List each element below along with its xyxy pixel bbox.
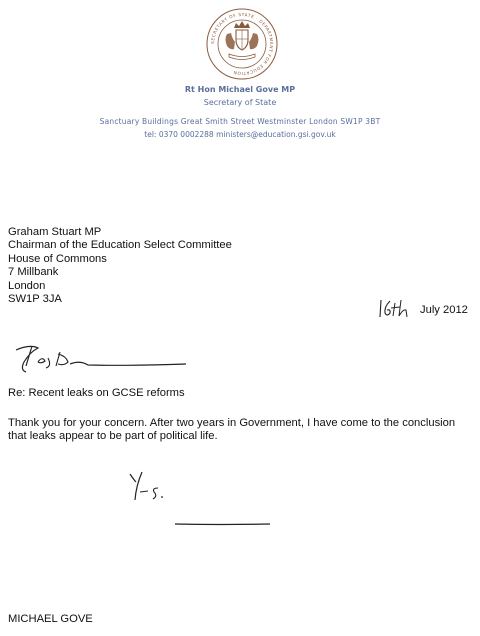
recipient-line: SW1P 3JA [8,292,62,305]
signer-name: MICHAEL GOVE [8,613,93,625]
recipient-line: 7 Millbank [8,266,59,279]
handwritten-signature [120,466,290,536]
recipient-address [8,226,232,306]
handwritten-date-day [378,297,412,319]
handwritten-salutation [8,338,208,378]
letter-date: July 2012 [420,304,468,316]
body-paragraph: Thank you for your concern. After two years in Government, I have come to the conclusion that leaks appear to be part of political life. [8,417,456,443]
recipient-line: House of Commons [8,252,107,265]
recipient-line: London [8,279,46,292]
letterhead-address: Sanctuary Buildings Great Smith Street Westminster London SW1P 3BT [99,117,381,126]
crest-ring-text: SECRETARY OF STATE · DEPARTMENT FOR EDUCATION [209,11,275,77]
recipient-line: Graham Stuart MP [8,226,102,238]
letterhead-name: Rt Hon Michael Gove MP [184,85,296,94]
letterhead-title: Secretary of State [203,98,277,107]
subject-line: Re: Recent leaks on GCSE reforms [8,387,185,399]
recipient-line: Chairman of the Education Select Committee [8,239,232,252]
royal-crest-icon [205,8,279,80]
letterhead-contact: tel: 0370 0002288 ministers@education.gsi.gov.uk [144,130,336,139]
